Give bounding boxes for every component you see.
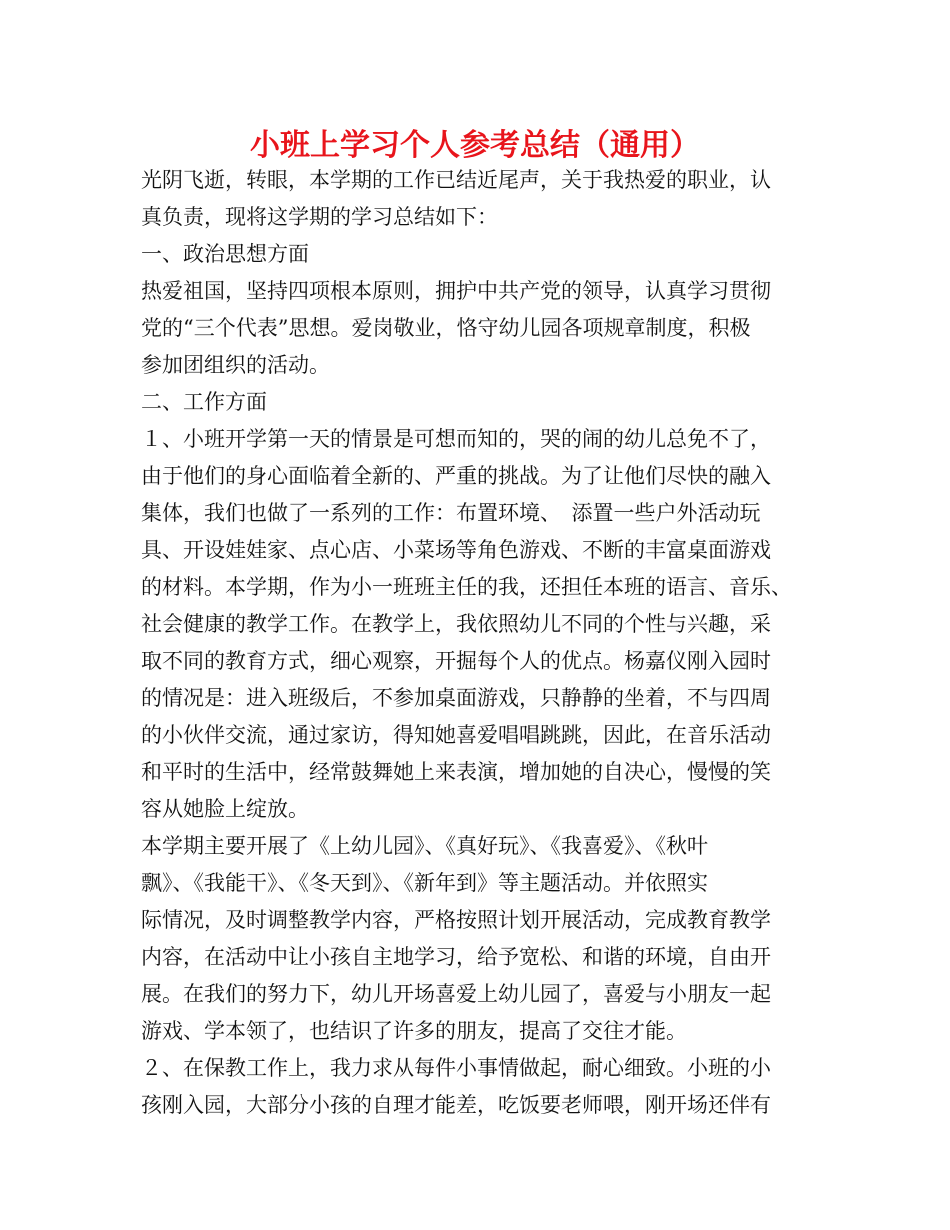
body-line: 具、开设娃娃家、点心店、小菜场等角色游戏、不断的丰富桌面游戏 <box>141 538 771 562</box>
body-line: 热爱祖国，坚持四项根本原则，拥护中共产党的领导，认真学习贯彻 <box>141 279 771 303</box>
document-title: 小班上学习个人参考总结（通用） <box>250 128 700 163</box>
body-line: 容从她脸上绽放。 <box>141 797 309 821</box>
body-line: 的小伙伴交流，通过家访，得知她喜爱唱唱跳跳，因此，在音乐活动 <box>141 723 771 747</box>
document-body <box>141 162 831 1124</box>
body-line: 内容，在活动中让小孩自主地学习，给予宽松、和谐的环境，自由开 <box>141 945 771 969</box>
body-line: 本学期主要开展了《上幼儿园》、《真好玩》、《我喜爱》、《秋叶 <box>141 834 708 858</box>
body-line: 和平时的生活中，经常鼓舞她上来表演，增加她的自决心，慢慢的笑 <box>141 760 771 784</box>
body-line: 集体，我们也做了一系列的工作：布置环境、 添置一些户外活动玩 <box>141 501 761 525</box>
body-line: 取不同的教育方式，细心观察，开掘每个人的优点。杨嘉仪刚入园时 <box>141 649 771 673</box>
body-line: 光阴飞逝，转眼，本学期的工作已结近尾声，关于我热爱的职业，认 <box>141 168 771 192</box>
body-line: 社会健康的教学工作。在教学上，我依照幼儿不同的个性与兴趣，采 <box>141 612 771 636</box>
body-line: 由于他们的身心面临着全新的、严重的挑战。为了让他们尽快的融入 <box>141 464 771 488</box>
body-line: 飘》、《我能干》、《冬天到》、《新年到》等主题活动。并依照实 <box>141 871 708 895</box>
body-line: 际情况，及时调整教学内容，严格按照计划开展活动，完成教育教学 <box>141 908 771 932</box>
body-line: 孩刚入园，大部分小孩的自理才能差，吃饭要老师喂，刚开场还伴有 <box>141 1093 771 1117</box>
body-line: 展。在我们的努力下，幼儿开场喜爱上幼儿园了，喜爱与小朋友一起 <box>141 982 771 1006</box>
body-line: 党的“三个代表”思想。爱岗敬业，恪守幼儿园各项规章制度，积极 <box>141 316 751 340</box>
body-line: １、小班开学第一天的情景是可想而知的，哭的闹的幼儿总免不了， <box>141 427 771 451</box>
body-line: 游戏、学本领了，也结识了许多的朋友，提高了交往才能。 <box>141 1019 687 1043</box>
body-line: 的材料。本学期，作为小一班班主任的我，还担任本班的语言、音乐、 <box>141 575 792 599</box>
body-line: 一、政治思想方面 <box>141 242 309 266</box>
body-line: 真负责，现将这学期的学习总结如下： <box>141 205 498 229</box>
body-line: 二、工作方面 <box>141 390 267 414</box>
body-line: 参加团组织的活动。 <box>141 353 330 377</box>
body-line: 的情况是：进入班级后，不参加桌面游戏，只静静的坐着，不与四周 <box>141 686 771 710</box>
body-line: ２、在保教工作上，我力求从每件小事情做起，耐心细致。小班的小 <box>141 1056 771 1080</box>
